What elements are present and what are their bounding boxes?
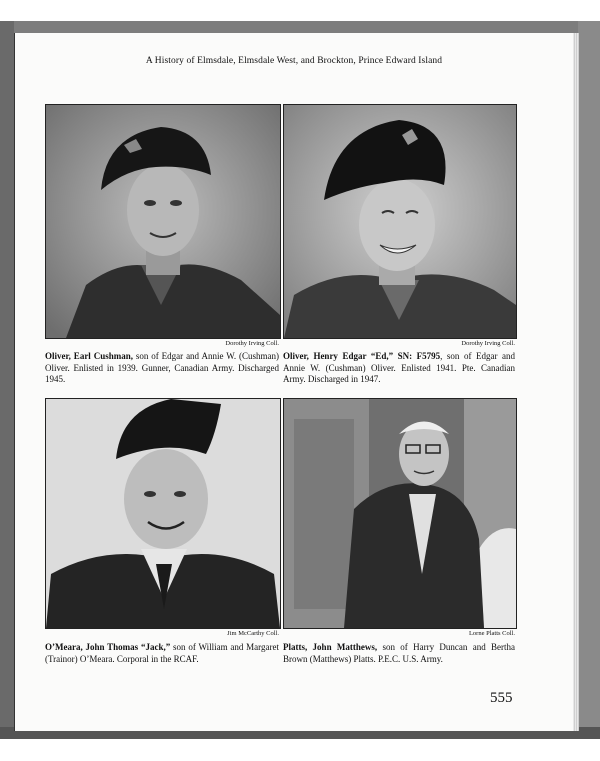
caption-text: , son of Edgar and Annie W. (Cushman) Oliver. Enlisted 1941. Pte. Canadian Army. Discharged in 1947. xyxy=(283,351,516,384)
caption-name: Oliver, Earl Cushman, xyxy=(45,351,133,361)
caption-name: Oliver, Henry Edgar “Ed,” SN: F5795 xyxy=(283,351,441,361)
caption-text: son of Edgar and Annie W. (Cushman) Oliver. Enlisted in 1939. Gunner, Canadian Army. Discharged 1945. xyxy=(45,351,279,384)
portrait-photo-earl-oliver xyxy=(45,104,281,339)
page-edges xyxy=(573,33,579,731)
photo-credit-4: Lorne Platts Coll. xyxy=(468,630,515,637)
portrait-photo-jack-omeara xyxy=(45,398,281,629)
caption-text: son of William and Margaret (Trainor) O’Meara. Corporal in the RCAF. xyxy=(45,642,279,664)
book-cover-right xyxy=(578,21,600,739)
photo-credit-3: Jim McCarthy Coll. xyxy=(227,630,279,637)
book-cover-left xyxy=(0,21,14,739)
caption-john-platts xyxy=(283,642,515,665)
portrait-photo-john-platts xyxy=(283,398,517,629)
caption-ed-oliver xyxy=(283,351,515,386)
photo-credit-2: Dorothy Irving Coll. xyxy=(461,340,515,347)
caption-earl-oliver xyxy=(45,351,279,386)
photo-credit-1: Dorothy Irving Coll. xyxy=(225,340,279,347)
caption-name: O’Meara, John Thomas “Jack,” xyxy=(45,642,171,652)
running-head: A History of Elmsdale, Elmsdale West, and Brockton, Prince Edward Island xyxy=(145,56,443,66)
page-number: 555 xyxy=(490,690,513,706)
caption-jack-omeara xyxy=(45,642,279,665)
portrait-photo-ed-oliver xyxy=(283,104,517,339)
caption-name: Platts, John Matthews, xyxy=(283,642,378,652)
caption-text: son of Harry Duncan and Bertha Brown (Matthews) Platts. P.E.C. U.S. Army. xyxy=(283,642,515,664)
